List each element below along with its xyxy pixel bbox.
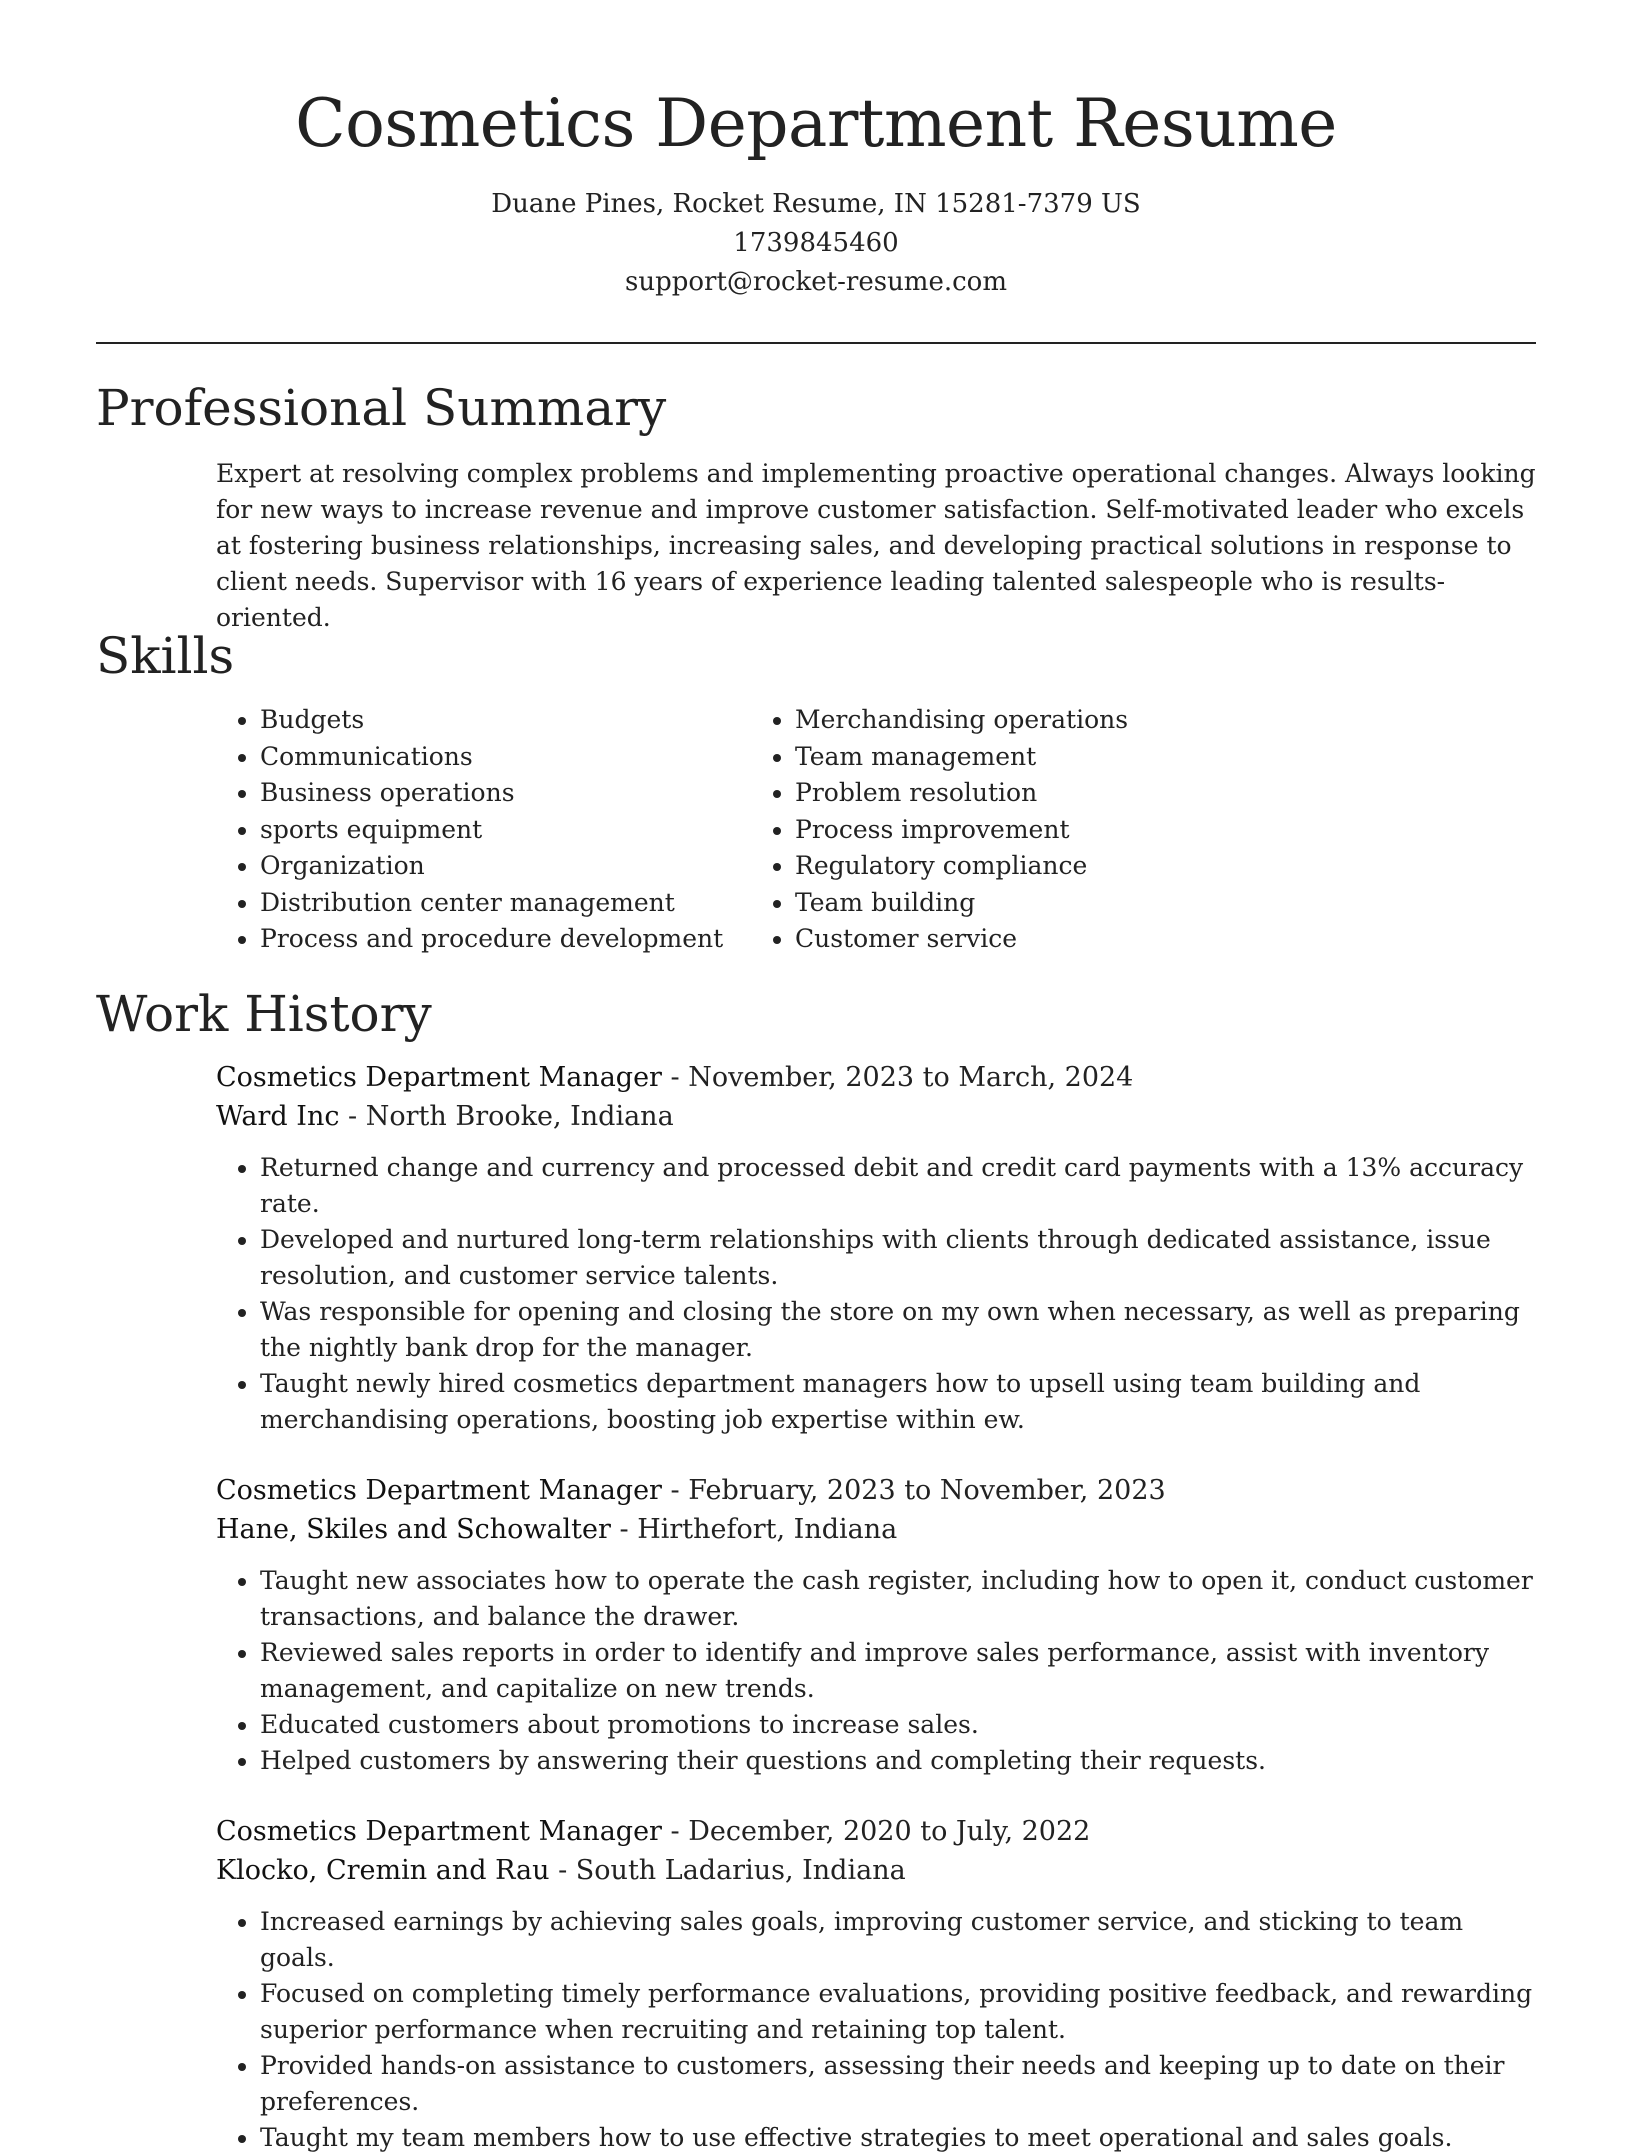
skill-item: • Organization — [260, 848, 747, 885]
job-bullet: • Developed and nurtured long-term relationships with clients through dedicated assistance, issue resolution, and customer service talents. — [260, 1222, 1536, 1294]
job-bullet: • Taught new associates how to operate the cash register, including how to open it, conduct customer transactions, and balance the drawer. — [260, 1563, 1536, 1635]
job-bullet: • Helped customers by answering their questions and completing their requests. — [260, 1743, 1536, 1779]
skills-heading: Skills — [96, 627, 235, 685]
job-bullet: • Taught my team members how to use effective strategies to meet operational and sales goals. — [260, 2120, 1536, 2156]
job-bullets — [96, 1150, 1536, 1438]
job-location: - North Brooke, Indiana — [339, 1101, 674, 1132]
job-entry — [216, 1812, 1536, 2156]
summary-heading: Professional Summary — [96, 379, 667, 437]
job-bullet: • Increased earnings by achieving sales goals, improving customer service, and sticking to team goals. — [260, 1904, 1536, 1976]
job-bullet: • Provided hands-on assistance to customers, assessing their needs and keeping up to date on their preferences. — [260, 2048, 1536, 2120]
skill-item: • Regulatory compliance — [795, 848, 1282, 885]
job-entry — [216, 1471, 1536, 1779]
contact-email: support@rocket-resume.com — [624, 267, 1007, 298]
job-employer-line — [216, 1097, 1536, 1136]
job-position: Cosmetics Department Manager — [216, 1816, 662, 1847]
skill-item: • Team building — [795, 885, 1282, 922]
job-employer-line — [216, 1510, 1536, 1549]
contact-address: Duane Pines, Rocket Resume, IN 15281-7379 US — [491, 189, 1141, 220]
job-position: Cosmetics Department Manager — [216, 1475, 662, 1506]
job-bullet: • Was responsible for opening and closing the store on my own when necessary, as well as preparing the nightly bank drop for the manager. — [260, 1294, 1536, 1366]
job-employer: Hane, Skiles and Schowalter — [216, 1514, 611, 1545]
work-history-heading: Work History — [96, 985, 432, 1043]
work-history-section — [96, 984, 1536, 2156]
job-bullet: • Educated customers about promotions to increase sales. — [260, 1707, 1536, 1743]
contact-phone: 1739845460 — [733, 228, 899, 259]
contact-info — [0, 185, 1632, 302]
header-divider — [96, 342, 1536, 344]
resume-header — [0, 0, 1632, 302]
skill-item: • Process improvement — [795, 812, 1282, 849]
job-dates: - February, 2023 to November, 2023 — [661, 1475, 1166, 1506]
job-bullet: • Reviewed sales reports in order to identify and improve sales performance, assist with inventory management, and capitalize on new trends. — [260, 1635, 1536, 1707]
job-title-line — [216, 1471, 1536, 1510]
skills-section — [96, 626, 1536, 958]
job-position: Cosmetics Department Manager — [216, 1062, 662, 1093]
job-bullet: • Focused on completing timely performance evaluations, providing positive feedback, and rewarding superior performance when recruiting and retaining top talent. — [260, 1976, 1536, 2048]
skills-list-right — [747, 702, 1282, 958]
skill-item: • Problem resolution — [795, 775, 1282, 812]
skill-item: • Customer service — [795, 921, 1282, 958]
job-bullets — [96, 1563, 1536, 1779]
job-bullet: • Returned change and currency and processed debit and credit card payments with a 13% accuracy rate. — [260, 1150, 1536, 1222]
summary-text: Expert at resolving complex problems and implementing proactive operational changes. Always looking for new ways to increase revenue and improve customer satisfaction. Self-motivated leader who excels at fostering business relationships, increasing sales, and developing practical solutions in response to client needs. Supervisor with 16 years of experience leading talented salespeople who is results-oriented. — [216, 459, 1536, 632]
resume-title: Cosmetics Department Resume — [295, 85, 1337, 162]
job-dates: - November, 2023 to March, 2024 — [661, 1062, 1134, 1093]
job-bullets — [96, 1904, 1536, 2156]
job-employer: Klocko, Cremin and Rau — [216, 1855, 550, 1886]
job-title-line — [216, 1058, 1536, 1097]
job-dates: - December, 2020 to July, 2022 — [661, 1816, 1091, 1847]
skill-item: • sports equipment — [260, 812, 747, 849]
skills-list-left — [96, 702, 747, 958]
job-location: - Hirthefort, Indiana — [610, 1514, 898, 1545]
skill-item: • Merchandising operations — [795, 702, 1282, 739]
job-employer: Ward Inc — [216, 1101, 340, 1132]
skill-item: • Business operations — [260, 775, 747, 812]
job-employer-line — [216, 1851, 1536, 1890]
skill-item: • Communications — [260, 739, 747, 776]
job-bullet: • Taught newly hired cosmetics department managers how to upsell using team building and merchandising operations, boosting job expertise within ew. — [260, 1366, 1536, 1438]
skills-columns — [96, 702, 1536, 958]
skill-item: • Process and procedure development — [260, 921, 747, 958]
job-entry — [216, 1058, 1536, 1438]
summary-section — [96, 378, 1536, 636]
skill-item: • Budgets — [260, 702, 747, 739]
job-title-line — [216, 1812, 1536, 1851]
skill-item: • Distribution center management — [260, 885, 747, 922]
job-location: - South Ladarius, Indiana — [549, 1855, 906, 1886]
skill-item: • Team management — [795, 739, 1282, 776]
